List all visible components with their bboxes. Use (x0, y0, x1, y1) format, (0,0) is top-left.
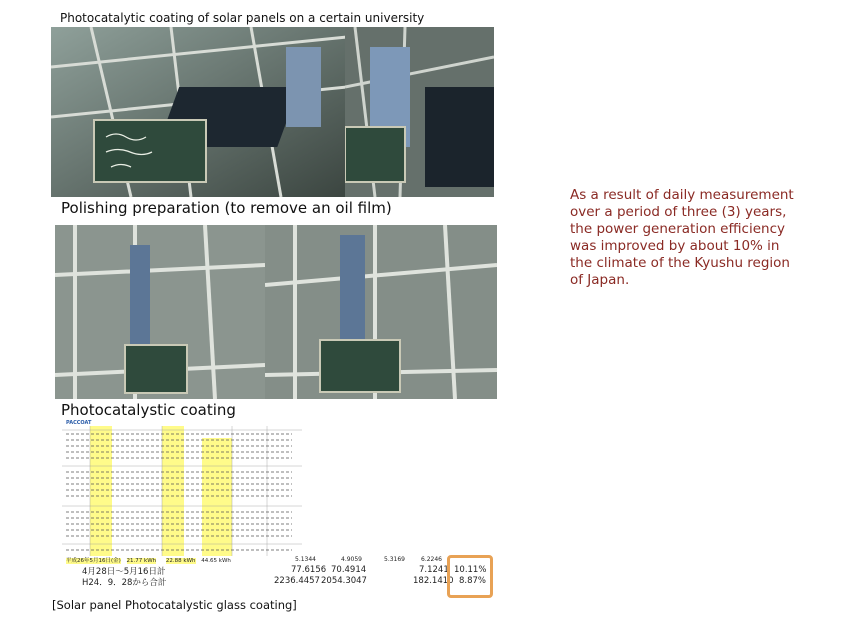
data-sheet (62, 420, 302, 556)
partial-v3: 44.65 kWh (201, 558, 231, 564)
coating-photo-right (265, 225, 497, 399)
result-description: As a result of daily measurement over a period of three (3) years, the power generation efficiency was improved by about 10% in the climate of the Kyushu region of Japan. (570, 187, 794, 288)
total-c: 182.1410 (413, 576, 454, 586)
polishing-photo-right (345, 27, 494, 197)
total-a: 2236.4457 (274, 576, 320, 586)
partial-v7: 6.2246 (421, 556, 442, 563)
sheet-brand: PACCOAT (66, 420, 92, 426)
period-b: 70.4914 (331, 565, 367, 575)
period-pct: 10.11% (454, 565, 487, 575)
total-pct: 8.87% (459, 576, 487, 586)
page-title: Photocatalytic coating of solar panels on a certain university (60, 11, 425, 25)
total-b: 2054.3047 (321, 576, 367, 586)
partial-v4: 5.1344 (295, 556, 316, 563)
partial-v1: 21.77 kWh (126, 558, 157, 564)
period-a: 77.6156 (291, 565, 327, 575)
partial-v2: 22.88 kWh (165, 558, 196, 564)
partial-v5: 4.9059 (341, 556, 362, 563)
section-polishing-heading: Polishing preparation (to remove an oil film) (61, 199, 392, 217)
coating-photo-left (55, 225, 265, 399)
figure-caption: [Solar panel Photocatalystic glass coating] (52, 598, 297, 612)
period-label: 4月28日～5月16日計 (82, 567, 166, 577)
section-coating-heading: Photocatalystic coating (61, 401, 236, 419)
highlight-box (447, 555, 493, 598)
table-row-partial (66, 556, 231, 564)
polishing-photo-left (51, 27, 347, 197)
partial-date: 平成26年5月16日(金) (66, 558, 121, 564)
total-label: H24．9．28から合計 (82, 578, 167, 588)
sheet-grid (62, 426, 302, 556)
period-c: 7.1241 (419, 565, 449, 575)
partial-v6: 5.3169 (384, 556, 405, 563)
